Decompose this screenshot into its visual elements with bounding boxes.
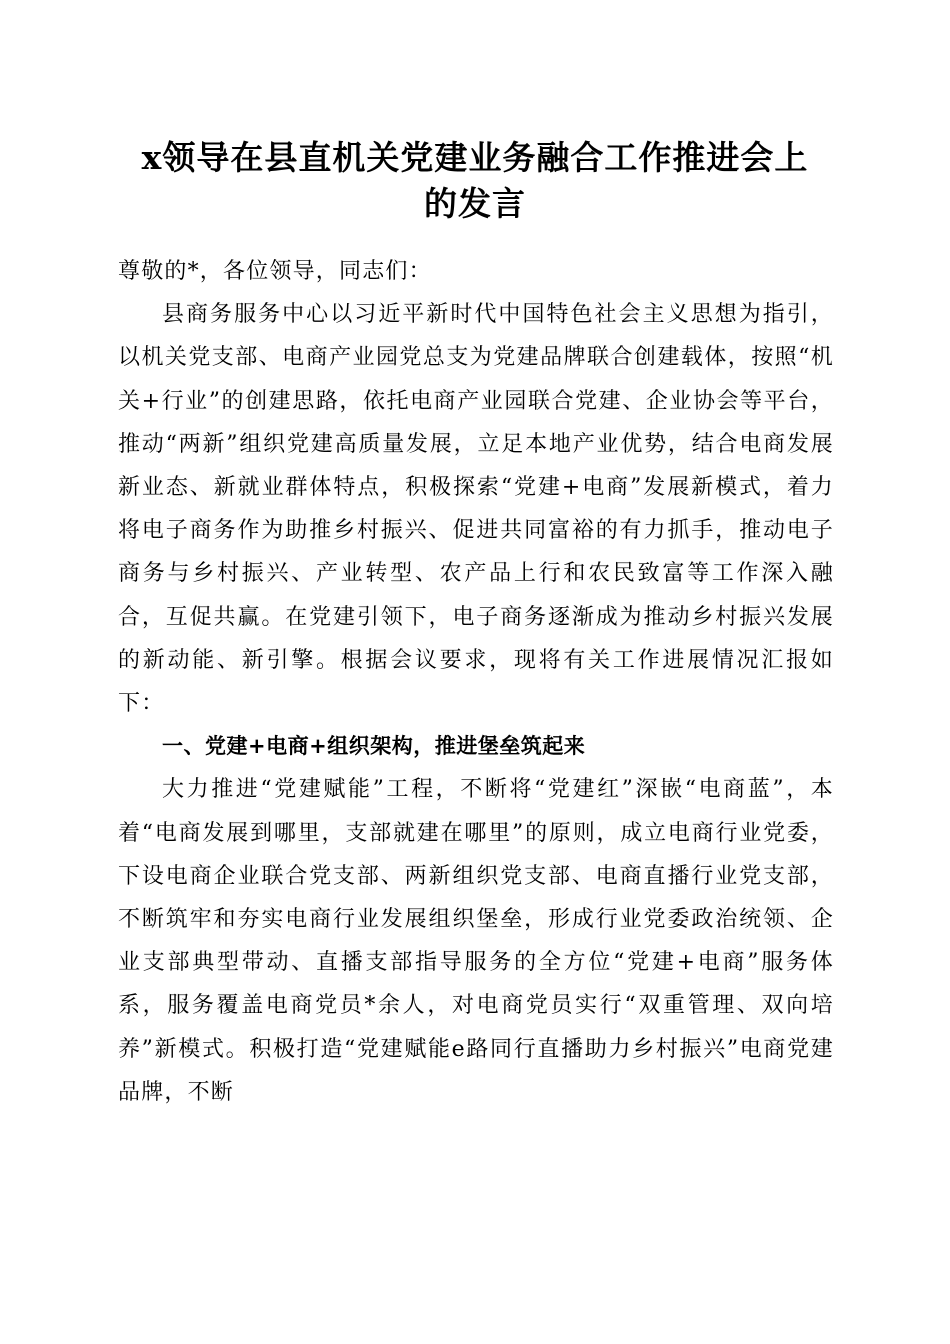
paragraph-intro: 县商务服务中心以习近平新时代中国特色社会主义思想为指引，以机关党支部、电商产业园党总支为党建品牌联合创建载体，按照“机关+行业”的创建思路，依托电商产业园联合党建、企业协会等平台，推动“两新”组织党建高质量发展，立足本地产业优势，结合电商发展新业态、新就业群体特点，积极探索“党建+电商”发展新模式，着力将电子商务作为助推乡村振兴、促进共同富裕的有力抓手，推动电子商务与乡村振兴、产业转型、农产品上行和农民致富等工作深入融合，互促共赢。在党建引领下，电子商务逐渐成为推动乡村振兴发展的新动能、新引擎。根据会议要求，现将有关工作进展情况汇报如下： xyxy=(118,302,834,717)
greeting: 尊敬的*，各位领导，同志们： xyxy=(118,259,432,284)
title-line-2: 的发言 xyxy=(424,184,526,223)
paragraph-section-1: 大力推进“党建赋能”工程，不断将“党建红”深嵌“电商蓝”，本着“电商发展到哪里，支部就建在哪里”的原则，成立电商行业党委，下设电商企业联合党支部、两新组织党支部、电商直播行业党支部，不断筑牢和夯实电商行业发展组织堡垒，形成行业党委政治统领、企业支部典型带动、直播支部指导服务的全方位“党建+电商”服务体系，服务覆盖电商党员*余人，对电商党员实行“双重管理、双向培养”新模式。积极打造“党建赋能e路同行直播助力乡村振兴”电商党建品牌，不断 xyxy=(118,777,834,1105)
title-line-1: x领导在县直机关党建业务融合工作推进会上 xyxy=(141,138,809,177)
document-title xyxy=(100,135,850,227)
section-heading-1: 一、党建+电商+组织架构，推进堡垒筑起来 xyxy=(162,734,586,759)
document-body xyxy=(118,250,834,1114)
